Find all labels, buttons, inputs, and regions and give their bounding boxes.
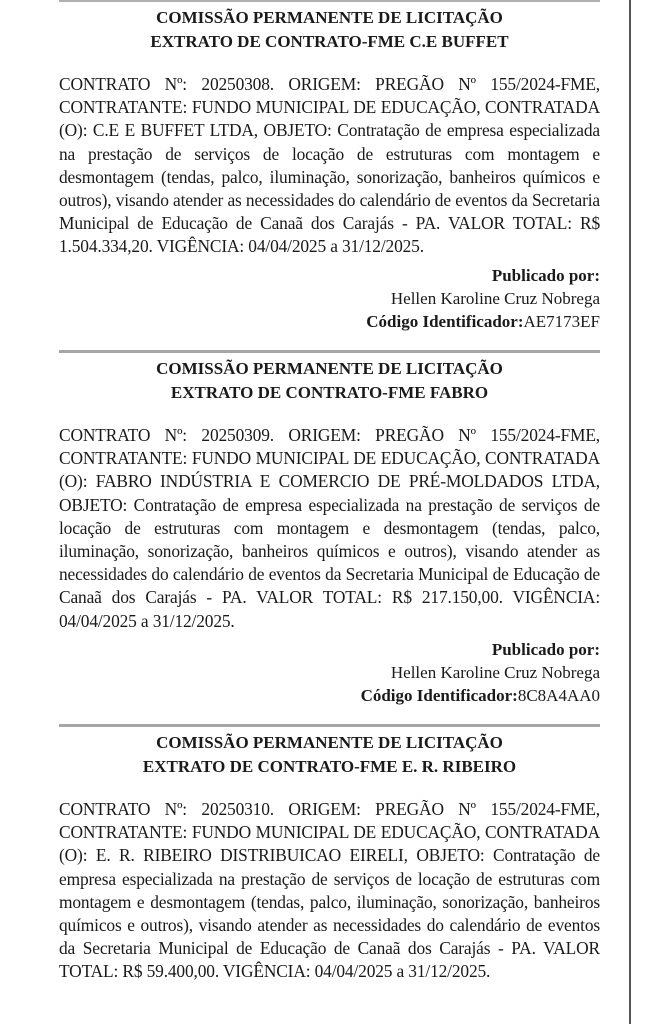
section-divider xyxy=(59,350,600,353)
contract-extract-erribeiro xyxy=(59,731,600,984)
publication-info xyxy=(59,638,600,707)
publisher-name: Hellen Karoline Cruz Nobrega xyxy=(390,662,600,682)
published-by-label: Publicado por: xyxy=(491,639,600,659)
section-heading xyxy=(59,731,600,779)
top-divider xyxy=(59,0,600,2)
contract-body: CONTRATO Nº: 20250310. ORIGEM: PREGÃO Nº 155/2024-FME, CONTRATANTE: FUNDO MUNICIPAL DE EDUCAÇÃO, CONTRATADA (O): E. R. RIBEIRO DISTRIBUICAO EIRELI, OBJETO: Contratação de empresa especializada na prestação de serviços de locação de estruturas com montagem e desmontagem (tendas, palco, iluminação, sonorização, banheiros químicos e outros), visando atender as necessidades do calendário de eventos da Secretaria Municipal de Educação de Canaã dos Carajás - PA. VALOR TOTAL: R$ 59.400,00. VIGÊNCIA: 04/04/2025 a 31/12/2025. xyxy=(59,799,600,982)
section-heading xyxy=(59,357,600,405)
column-border xyxy=(629,0,631,1024)
contract-extract-fabro xyxy=(59,357,600,707)
heading-line-2: EXTRATO DE CONTRATO-FME E. R. RIBEIRO xyxy=(142,757,517,776)
heading-line-1: COMISSÃO PERMANENTE DE LICITAÇÃO xyxy=(156,359,503,378)
heading-line-2: EXTRATO DE CONTRATO-FME FABRO xyxy=(170,383,489,402)
contract-body: CONTRATO Nº: 20250309. ORIGEM: PREGÃO Nº 155/2024-FME, CONTRATANTE: FUNDO MUNICIPAL DE EDUCAÇÃO, CONTRATADA (O): FABRO INDÚSTRIA E COMERCIO DE PRÉ-MOLDADOS LTDA, OBJETO: Contratação de empresa especializada na prestação de serviços de locação de estruturas com montagem e desmontagem (tendas, palco, iluminação, sonorização, banheiros químicos e outros), visando atender as necessidades do calendário de eventos da Secretaria Municipal de Educação de Canaã dos Carajás - PA. VALOR TOTAL: R$ 217.150,00. VIGÊNCIA: 04/04/2025 a 31/12/2025. xyxy=(59,425,600,631)
published-by-label: Publicado por: xyxy=(491,265,600,285)
code-label: Código Identificador: xyxy=(366,311,524,331)
code-value: AE7173EF xyxy=(523,311,600,331)
code-label: Código Identificador: xyxy=(360,685,518,705)
section-divider xyxy=(59,724,600,727)
publication-info xyxy=(59,264,600,333)
contract-body: CONTRATO Nº: 20250308. ORIGEM: PREGÃO Nº 155/2024-FME, CONTRATANTE: FUNDO MUNICIPAL DE EDUCAÇÃO, CONTRATADA (O): C.E E BUFFET LTDA, OBJETO: Contratação de empresa especializada na prestação de serviços de locação de estruturas com montagem e desmontagem (tendas, palco, iluminação, sonorização, banheiros químicos e outros), visando atender as necessidades do calendário de eventos da Secretaria Municipal de Educação de Canaã dos Carajás - PA. VALOR TOTAL: R$ 1.504.334,20. VIGÊNCIA: 04/04/2025 a 31/12/2025. xyxy=(59,74,600,257)
code-value: 8C8A4AA0 xyxy=(517,685,600,705)
section-heading xyxy=(59,6,600,54)
publisher-name: Hellen Karoline Cruz Nobrega xyxy=(390,288,600,308)
heading-line-1: COMISSÃO PERMANENTE DE LICITAÇÃO xyxy=(156,8,503,27)
heading-line-1: COMISSÃO PERMANENTE DE LICITAÇÃO xyxy=(156,733,503,752)
contract-extract-cebuffet xyxy=(59,6,600,333)
heading-line-2: EXTRATO DE CONTRATO-FME C.E BUFFET xyxy=(150,32,509,51)
